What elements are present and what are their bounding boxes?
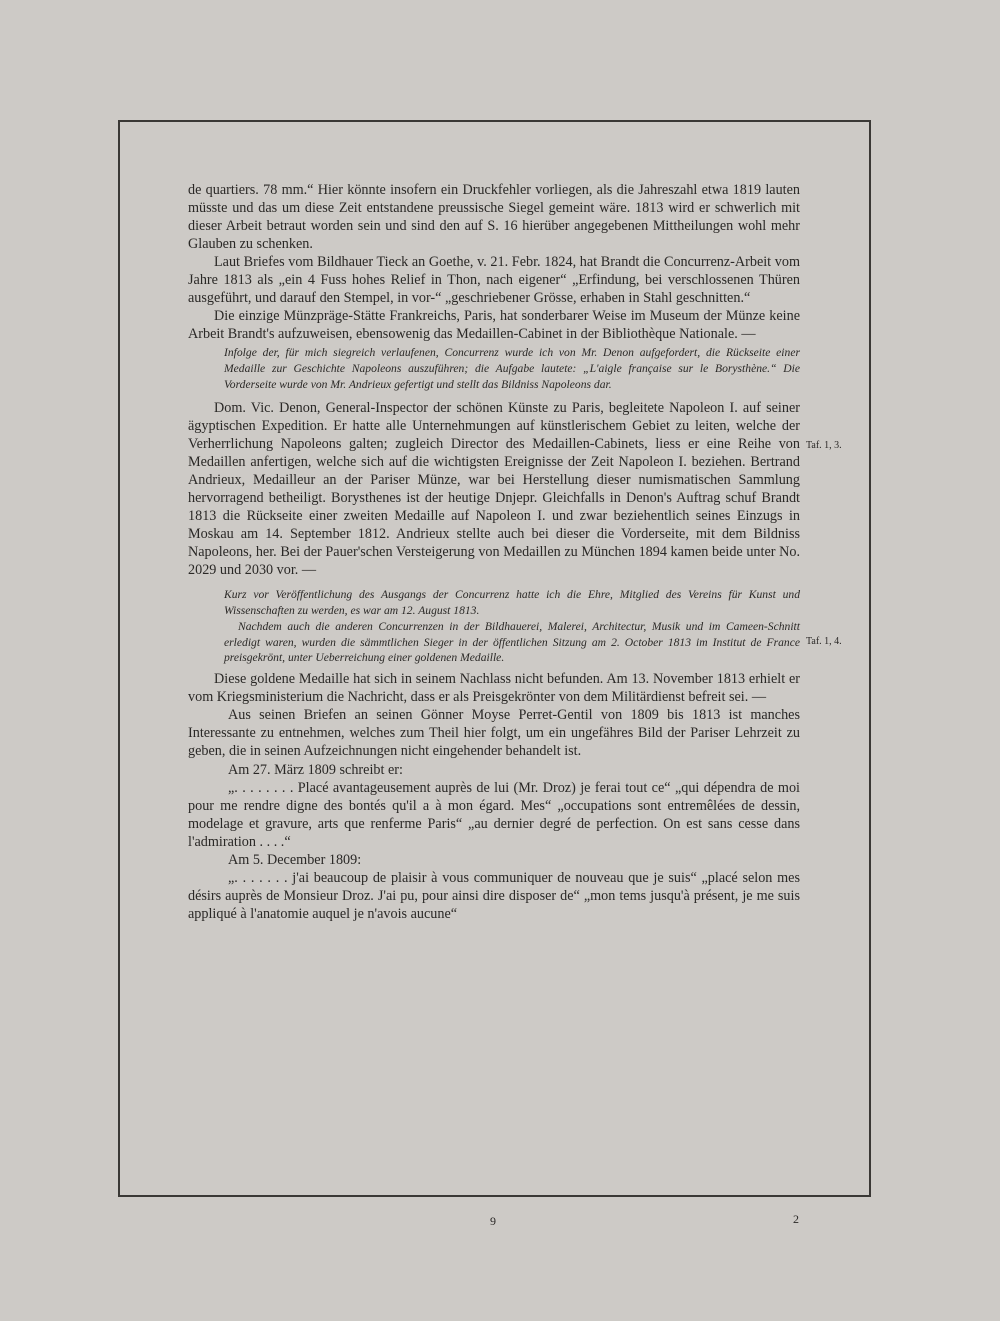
signature-mark: 2	[793, 1212, 799, 1226]
paragraph-6: Aus seinen Briefen an seinen Gönner Moyse Perret-Gentil von 1809 bis 1813 ist manches Interessante zu entnehmen, welches zum Theil hier folgt, um ein ungefähres Bild der Pariser Lehrzeit zu geben, die in seinen Aufzeichnungen nicht eingehender behandelt ist.	[188, 707, 800, 760]
footnote-2a: Kurz vor Veröffentlichung des Ausgangs der Concurrenz hatte ich die Ehre, Mitglied des Vereins für Kunst und Wissenschaften zu werden, es war am 12. August 1813.	[224, 588, 800, 618]
margin-note-plate-1-3: Taf. 1, 3.	[806, 440, 842, 451]
footnote-2	[224, 587, 800, 666]
page-number: 9	[490, 1214, 496, 1228]
letter-date-1: Am 27. März 1809 schreibt er:	[228, 761, 403, 778]
footnote-1: Infolge der, für mich siegreich verlaufenen, Concurrenz wurde ich von Mr. Denon aufgefordert, die Rückseite einer Medaille zur Geschichte Napoleons auszuführen; die Aufgabe lautete: „L'aigle française sur le Borysthène.“ Die Vorderseite wurde von Mr. Andrieux gefertigt und stellt das Bildniss Napoleons dar.	[224, 346, 800, 392]
letter-quote-2: „. . . . . . . j'ai beaucoup de plaisir à vous communiquer de nouveau que je suis“ „placé selon mes désirs auprès de Monsieur Droz. J'ai pu, pour ainsi dire disposer de“ „mon tems jusqu'à présent, je me suis appliqué à l'anatomie auquel je n'avois aucune“	[188, 869, 800, 922]
paragraph-5: Diese goldene Medaille hat sich in seinem Nachlass nicht befunden. Am 13. November 1813 erhielt er vom Kriegsministerium die Nachricht, dass er als Preisgekrönter von dem Militärdienst befreit sei. —	[188, 671, 800, 706]
paragraph-2: Laut Briefes vom Bildhauer Tieck an Goethe, v. 21. Febr. 1824, hat Brandt die Concurrenz-Arbeit vom Jahre 1813 als „ein 4 Fuss hohes Relief in Thon, nach eigener“ „Erfindung, bei verschlossenen Thüren ausgeführt, und darauf den Stempel, in vor-“ „geschriebener Grösse, erhaben in Stahl geschnitten.“	[188, 254, 800, 307]
main-text	[188, 181, 800, 923]
paragraph-1: de quartiers. 78 mm.“ Hier könnte insofern ein Druckfehler vorliegen, als die Jahreszahl etwa 1819 lauten müsste und das um diese Zeit entstandene preussische Siegel gemeint wäre. 1813 wird er schwerlich mit dieser Arbeit betraut worden sein und sind den auf S. 16 hierüber angegebenen Mittheilungen wohl mehr Glauben zu schenken.	[188, 182, 800, 253]
letter-date-2: Am 5. December 1809:	[228, 851, 362, 868]
footnote-2b: Nachdem auch die anderen Concurrenzen in der Bildhauerei, Malerei, Architectur, Musik und im Cameen-Schnitt erledigt waren, wurden die sämmtlichen Sieger in der öffentlichen Sitzung am 2. October 1813 im Institut de France preisgekrönt, unter Ueberreichung einer goldenen Medaille.	[224, 619, 800, 665]
paragraph-3: Die einzige Münzpräge-Stätte Frankreichs, Paris, hat sonderbarer Weise im Museum der Münze keine Arbeit Brandt's aufzuweisen, ebensowenig das Medaillen-Cabinet in der Bibliothèque Nationale. —	[188, 308, 800, 343]
margin-note-plate-1-4: Taf. 1, 4.	[806, 636, 842, 647]
paragraph-4: Dom. Vic. Denon, General-Inspector der schönen Künste zu Paris, begleitete Napoleon I. auf seiner ägyptischen Expedition. Er hatte alle Unternehmungen auf künstlerischem Gebiet zu leiten, welche der Verherrlichung Napoleons galten; zugleich Director des Medaillen-Cabinets, liess er eine Reihe von Medaillen anfertigen, welche sich auf die wichtigsten Ereignisse der Zeit Napoleon I. beziehen. Bertrand Andrieux, Medailleur an der Pariser Münze, war bei Herstellung dieser numismatischen Sammlung hervorragend betheiligt. Borysthenes ist der heutige Dnjepr. Gleichfalls in Denon's Auftrag schuf Brandt 1813 die Rückseite einer zweiten Medaille auf Napoleon I. und zwar beziehentlich seines Einzugs in Moskau am 14. September 1812. Andrieux stellte auch bei dieser die Vorderseite, mit dem Bildniss Napoleons, her. Bei der Pauer'schen Versteigerung von Medaillen zu München 1894 kamen beide unter No. 2029 und 2030 vor. —	[188, 399, 800, 579]
letter-quote-1: „. . . . . . . . Placé avantageusement auprès de lui (Mr. Droz) je ferai tout ce“ „qui dépendra de moi pour me rendre digne des bontés qu'il a à mon égard. Mes“ „occupations sont entremêlées de dessin, modelage et gravure, arts que renferme Paris“ „au dernier degré de perfection. On est sans cesse dans l'admiration . . . .“	[188, 779, 800, 850]
